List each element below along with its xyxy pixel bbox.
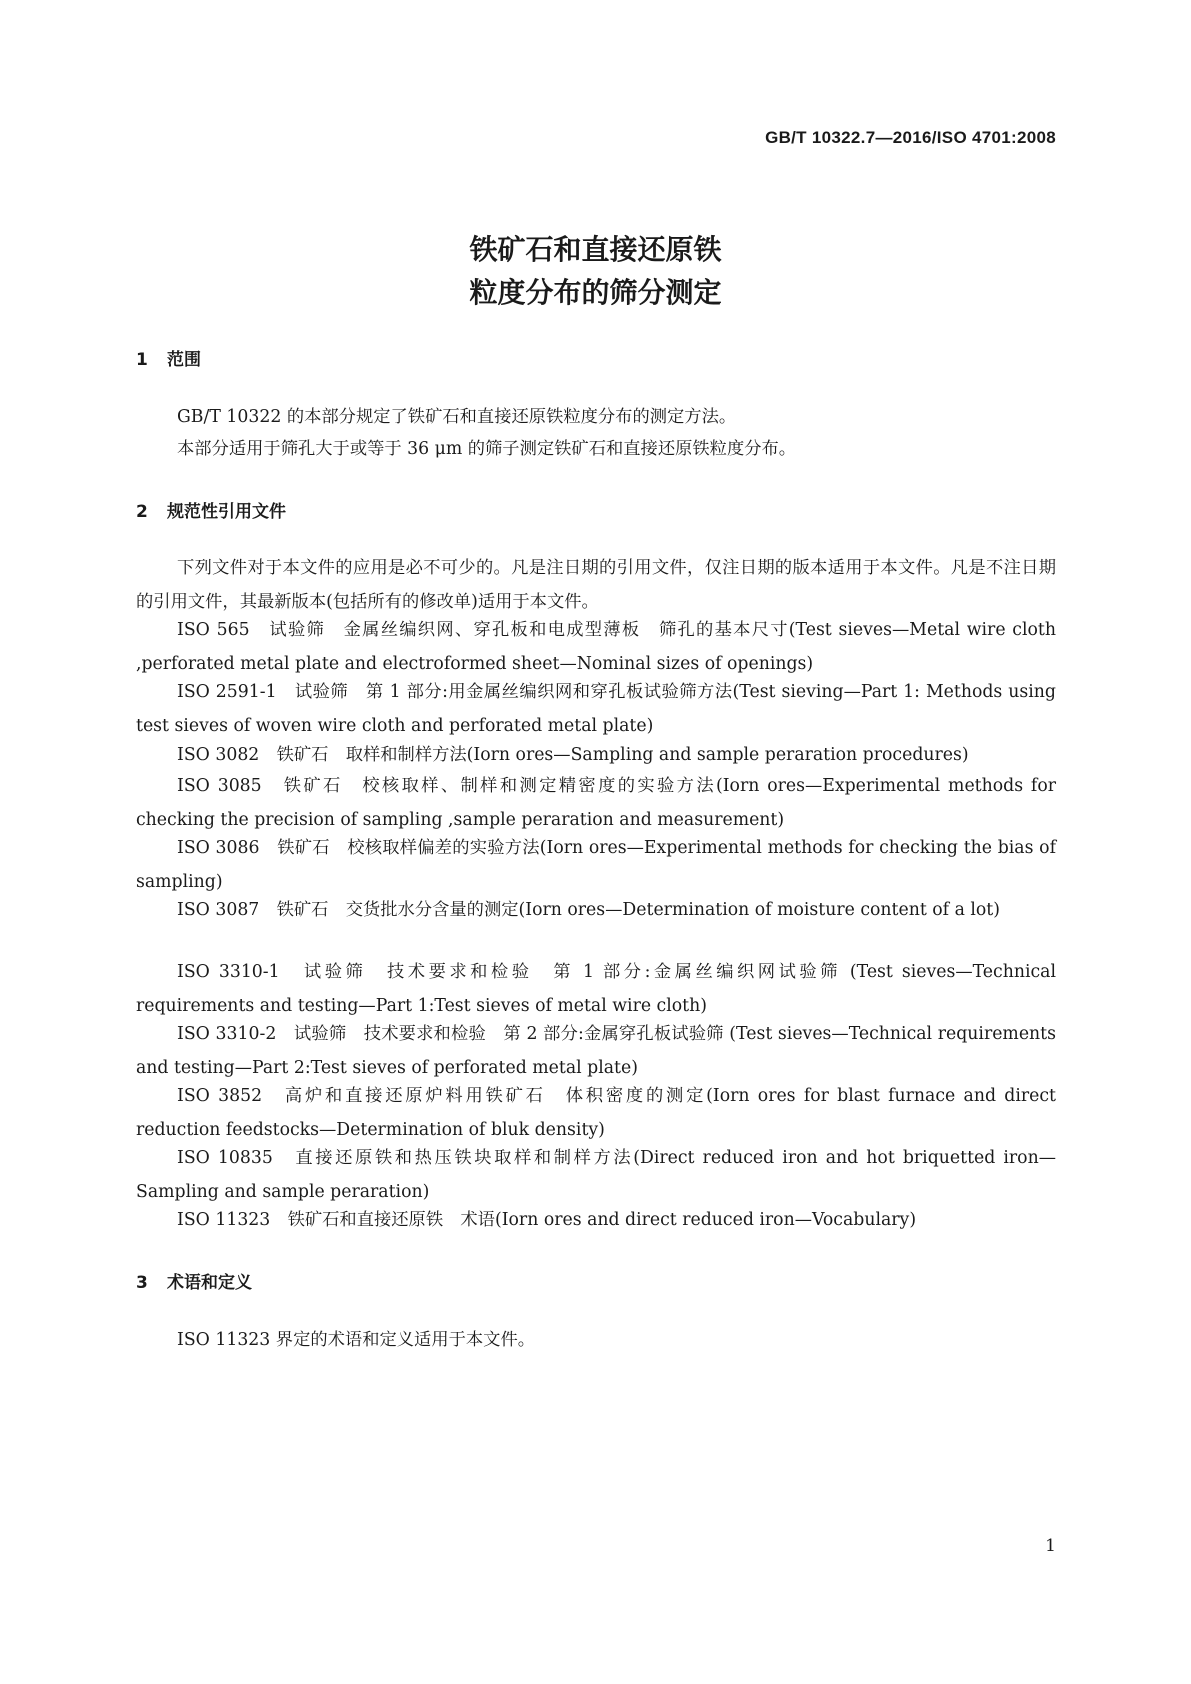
section-number: 2: [136, 502, 148, 522]
section-1-heading: [136, 345, 201, 370]
section-title: 规范性引用文件: [167, 502, 286, 522]
reference-item: ISO 2591-1 试验筛 第 1 部分:用金属丝编织网和穿孔板试验筛方法(Test sieving—Part 1: Methods using test sieves of woven wire cloth and perforated metal plate): [136, 682, 1056, 736]
standard-code: GB/T 10322.7—2016/ISO 4701:2008: [765, 128, 1056, 147]
section-1-para-2: 本部分适用于筛孔大于或等于 36 μm 的筛子测定铁矿石和直接还原铁粒度分布。: [177, 439, 797, 459]
reference-item: ISO 3310-2 试验筛 技术要求和检验 第 2 部分:金属穿孔板试验筛 (Test sieves—Technical requirements and testing—Part 2:Test sieves of perforated metal plate): [136, 1024, 1056, 1078]
reference-item: ISO 3852 高炉和直接还原炉料用铁矿石 体积密度的测定(Iorn ores for blast furnace and direct reduction feedstocks—Determination of bluk density): [136, 1086, 1056, 1140]
reference-item: ISO 565 试验筛 金属丝编织网、穿孔板和电成型薄板 筛孔的基本尺寸(Test sieves—Metal wire cloth ,perforated metal plate and electroformed sheet—Nominal sizes of openings): [136, 620, 1056, 674]
reference-item: ISO 3085 铁矿石 校核取样、制样和测定精密度的实验方法(Iorn ores—Experimental methods for checking the precision of sampling ,sample peraration and measurement): [136, 776, 1056, 830]
title-line-2: 粒度分布的筛分测定: [469, 276, 722, 309]
reference-item: ISO 3310-1 试验筛 技术要求和检验 第 1 部分:金属丝编织网试验筛 (Test sieves—Technical requirements and testing—Part 1:Test sieves of metal wire cloth): [136, 962, 1056, 1016]
section-title: 范围: [167, 350, 201, 370]
reference-item: ISO 3087 铁矿石 交货批水分含量的测定(Iorn ores—Determination of moisture content of a lot): [177, 900, 1000, 920]
section-2-intro: 下列文件对于本文件的应用是必不可少的。凡是注日期的引用文件，仅注日期的版本适用于本文件。凡是不注日期的引用文件，其最新版本(包括所有的修改单)适用于本文件。: [136, 558, 1056, 612]
section-3-heading: [136, 1268, 252, 1293]
reference-item: ISO 3086 铁矿石 校核取样偏差的实验方法(Iorn ores—Experimental methods for checking the bias of sampling): [136, 838, 1056, 892]
reference-item: ISO 3082 铁矿石 取样和制样方法(Iorn ores—Sampling and sample peraration procedures): [177, 745, 969, 765]
section-3-para-1: ISO 11323 界定的术语和定义适用于本文件。: [177, 1330, 536, 1350]
reference-item: ISO 11323 铁矿石和直接还原铁 术语(Iorn ores and direct reduced iron—Vocabulary): [177, 1210, 917, 1230]
page-number: 1: [1045, 1536, 1056, 1556]
reference-item: ISO 10835 直接还原铁和热压铁块取样和制样方法(Direct reduced iron and hot briquetted iron—Sampling and sample peraration): [136, 1148, 1056, 1202]
section-2-heading: [136, 497, 286, 522]
section-number: 1: [136, 350, 148, 370]
section-title: 术语和定义: [167, 1273, 252, 1293]
section-number: 3: [136, 1273, 148, 1293]
document-title: [0, 228, 1191, 314]
section-1-para-1: GB/T 10322 的本部分规定了铁矿石和直接还原铁粒度分布的测定方法。: [177, 407, 737, 427]
title-line-1: 铁矿石和直接还原铁: [469, 233, 722, 266]
